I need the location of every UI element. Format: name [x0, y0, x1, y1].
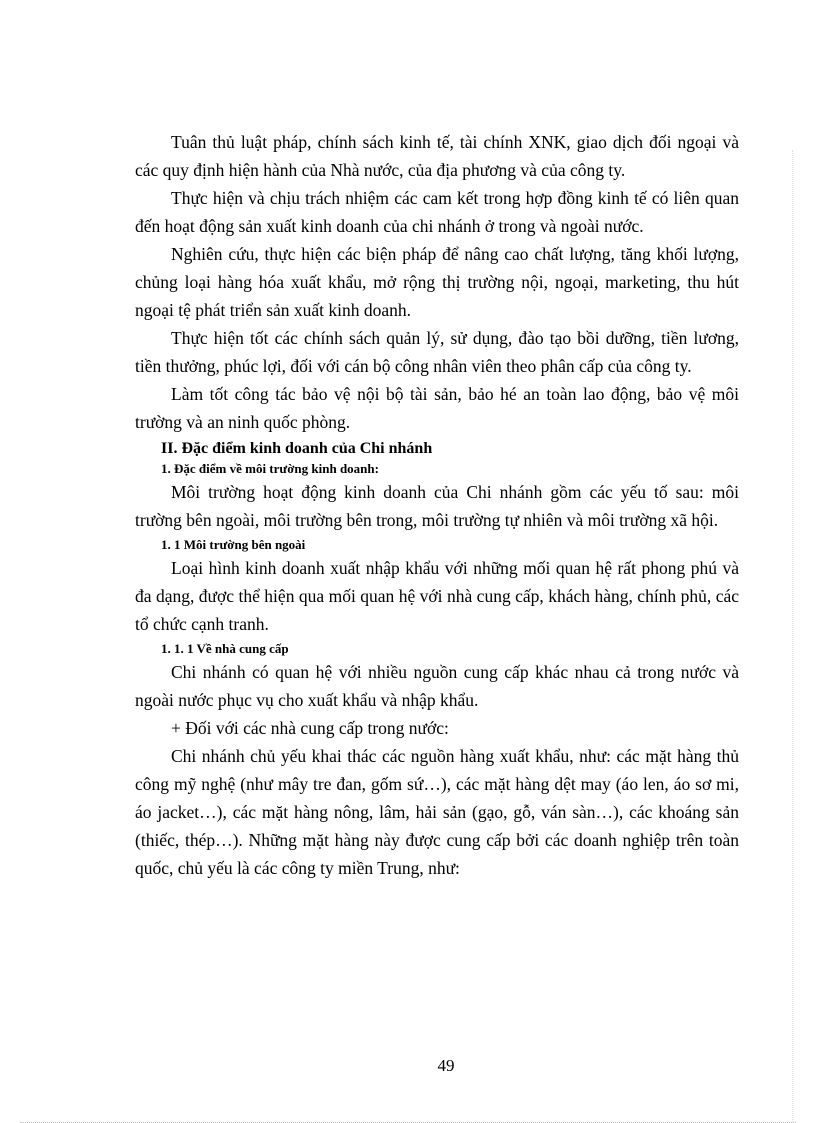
paragraph-policies: Thực hiện tốt các chính sách quản lý, sử dụng, đào tạo bồi dưỡng, tiền lương, tiền thưởng, phúc lợi, đối với cán bộ công nhân viên theo phân cấp của công ty. — [135, 328, 739, 376]
paragraph-external: Loại hình kinh doanh xuất nhập khẩu với những mối quan hệ rất phong phú và đa dạng, được thể hiện qua mối quan hệ với nhà cung cấp, khách hàng, chính phủ, các tổ chức cạnh tranh. — [135, 558, 739, 634]
paragraph-protection: Làm tốt công tác bảo vệ nội bộ tài sản, bảo hé an toàn lao động, bảo vệ môi trường và an ninh quốc phòng. — [135, 384, 739, 432]
page-content — [135, 128, 739, 882]
page-edge-right — [792, 150, 793, 1122]
subsection-heading-1: 1. Đặc điểm về môi trường kinh doanh: — [161, 461, 379, 476]
subsection-heading-1-1: 1. 1 Môi trường bên ngoài — [161, 537, 306, 552]
paragraph-environment: Môi trường hoạt động kinh doanh của Chi nhánh gồm các yếu tố sau: môi trường bên ngoài, môi trường bên trong, môi trường tự nhiên và môi trường xã hội. — [135, 482, 739, 530]
paragraph-domestic: Chi nhánh chủ yếu khai thác các nguồn hàng xuất khẩu, như: các mặt hàng thủ công mỹ nghệ (như mây tre đan, gốm sứ…), các mặt hàng dệt may (áo len, áo sơ mi, áo jacket…), các mặt hàng nông, lâm, hải sản (gạo, gỗ, ván sàn…), các khoáng sản (thiếc, thép…). Những mặt hàng này được cung cấp bởi các doanh nghiệp trên toàn quốc, chủ yếu là các công ty miền Trung, như: — [135, 746, 739, 878]
subsection-heading-1-1-1: 1. 1. 1 Về nhà cung cấp — [161, 641, 289, 656]
paragraph-compliance: Tuân thủ luật pháp, chính sách kinh tế, tài chính XNK, giao dịch đối ngoại và các quy định hiện hành của Nhà nước, của địa phương và của công ty. — [135, 132, 739, 180]
page-number: 49 — [437, 1056, 455, 1075]
paragraph-contracts: Thực hiện và chịu trách nhiệm các cam kết trong hợp đồng kinh tế có liên quan đến hoạt động sản xuất kinh doanh của chi nhánh ở trong và ngoài nước. — [135, 188, 739, 236]
paragraph-suppliers: Chi nhánh có quan hệ với nhiều nguồn cung cấp khác nhau cả trong nước và ngoài nước phục vụ cho xuất khẩu và nhập khẩu. — [135, 662, 739, 710]
paragraph-research: Nghiên cứu, thực hiện các biện pháp để nâng cao chất lượng, tăng khối lượng, chủng loại hàng hóa xuất khẩu, mở rộng thị trường nội, ngoại, marketing, thu hút ngoại tệ phát triển sản xuất kinh doanh. — [135, 244, 739, 320]
paragraph-domestic-label: + Đối với các nhà cung cấp trong nước: — [171, 718, 449, 738]
section-heading: II. Đặc điểm kinh doanh của Chi nhánh — [161, 440, 433, 457]
